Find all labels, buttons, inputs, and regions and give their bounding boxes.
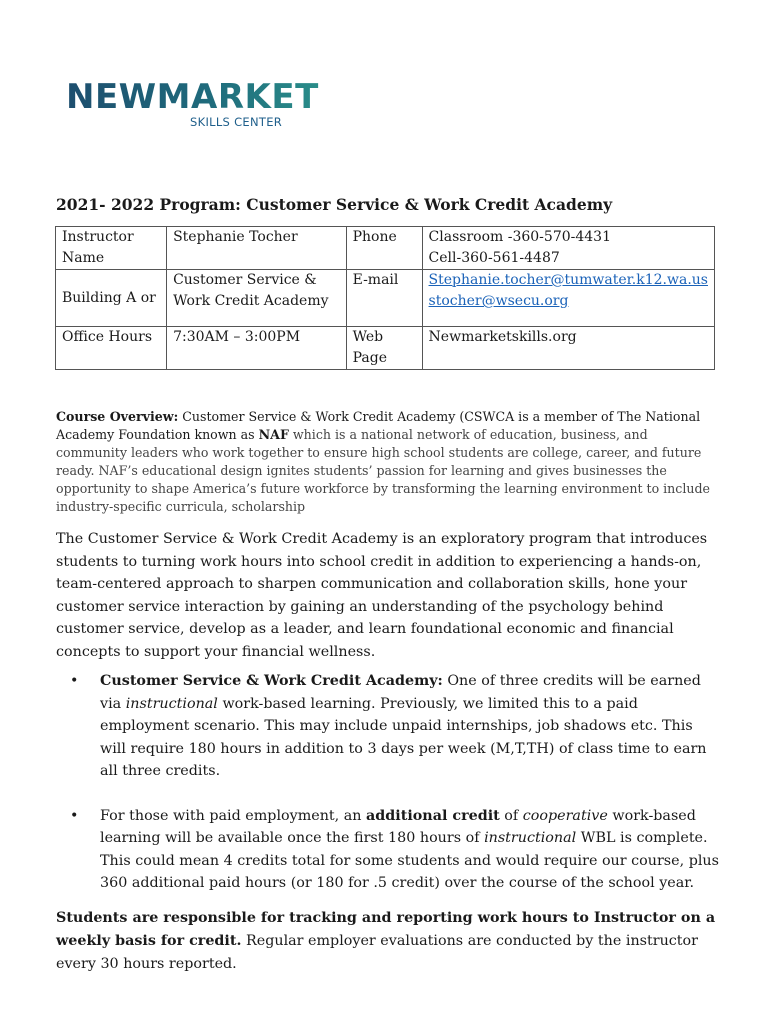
phone-value <box>422 227 714 270</box>
bullet2-bold: additional credit <box>366 807 500 824</box>
credit-bullet-list <box>56 670 720 917</box>
newmarket-logo <box>66 77 326 132</box>
contact-info-table <box>55 226 715 370</box>
bullet1-text2: work-based learning. Previously, we limited this to a paid employment scenario. This may include unpaid internships, job shadows etc. This will require 180 hours in addition to 3 days per week (M,T,TH) of class time to earn all three credits. <box>100 695 707 779</box>
table-row <box>56 227 715 270</box>
bullet-icon: • <box>70 807 79 824</box>
table-row <box>56 270 715 327</box>
email-link-wsecu[interactable]: stocher@wsecu.org <box>428 293 569 309</box>
office-hours-value: 7:30AM – 3:00PM <box>167 327 347 370</box>
bullet2-text2: of <box>504 807 519 824</box>
bullet2-text4: WBL is complete. This could mean 4 credits total for some students and would require our course, plus 360 additional paid hours (or 180 for .5 credit) over the course of the school year. <box>100 830 719 891</box>
overview-body: which is a national network of education, business, and community leaders who work together to ensure high school students are college, career, and future ready. NAF’s educational design ignites students’ passion for learning and gives businesses the opportunity to shape America’s future workforce by transforming the learning environment to include industry-specific curricula, scholarship <box>56 427 711 514</box>
office-hours-label: Office Hours <box>56 327 167 370</box>
logo-wordmark: NEWMARKET <box>66 80 326 114</box>
bullet2-italic1: cooperative <box>522 807 608 824</box>
bullet2-italic2: instructional <box>484 830 577 846</box>
building-value: Customer Service & Work Credit Academy <box>167 270 347 327</box>
footer-text: Regular employer evaluations are conducted by the instructor every 30 hours reported. <box>56 933 698 972</box>
page-title: 2021- 2022 Program: Customer Service & Work Credit Academy <box>56 195 613 214</box>
bullet1-text1: One of three credits will be earned via <box>100 673 701 712</box>
naf-acronym: NAF <box>258 427 289 442</box>
instructor-label: Instructor Name <box>56 227 167 270</box>
bullet2-text3: work-based learning will be available once the first 180 hours of <box>100 807 696 846</box>
footer-bold: Students are responsible for tracking and reporting work hours to Instructor on a weekly basis for credit. <box>56 910 716 949</box>
intro-paragraph: The Customer Service & Work Credit Academy is an exploratory program that introduces students to turning work hours into school credit in addition to experiencing a hands-on, team-centered approach to sharpen communication and collaboration skills, hone your customer service interaction by gaining an understanding of the psychology behind customer service, develop as a leader, and learn foundational economic and financial concepts to support your financial wellness. <box>56 531 708 660</box>
table-row <box>56 327 715 370</box>
overview-lead: Customer Service & Work Credit Academy (CSWCA is a member of The National Academy Foundation known as <box>56 409 701 442</box>
logo-subtitle: SKILLS CENTER <box>190 115 283 129</box>
responsibility-note <box>56 907 720 976</box>
classroom-phone: Classroom -360-570-4431 <box>428 229 611 245</box>
building-label: Building A or <box>56 270 167 327</box>
list-item <box>56 670 720 783</box>
web-page-label: Web Page <box>346 327 422 370</box>
course-overview <box>56 408 718 516</box>
instructor-value: Stephanie Tocher <box>167 227 347 270</box>
bullet-icon: • <box>70 673 79 689</box>
email-label: E-mail <box>346 270 422 327</box>
phone-label: Phone <box>346 227 422 270</box>
bullet2-text1: For those with paid employment, an <box>100 807 362 824</box>
list-item <box>56 805 720 895</box>
bullet1-bold: Customer Service & Work Credit Academy: <box>100 673 443 689</box>
bullet1-italic: instructional <box>125 695 218 712</box>
email-link-tumwater[interactable]: Stephanie.tocher@tumwater.k12.wa.us <box>428 272 708 288</box>
email-value <box>422 270 714 327</box>
web-page-value: Newmarketskills.org <box>422 327 714 370</box>
overview-heading: Course Overview: <box>56 409 179 424</box>
cell-phone: Cell-360-561-4487 <box>428 250 560 266</box>
